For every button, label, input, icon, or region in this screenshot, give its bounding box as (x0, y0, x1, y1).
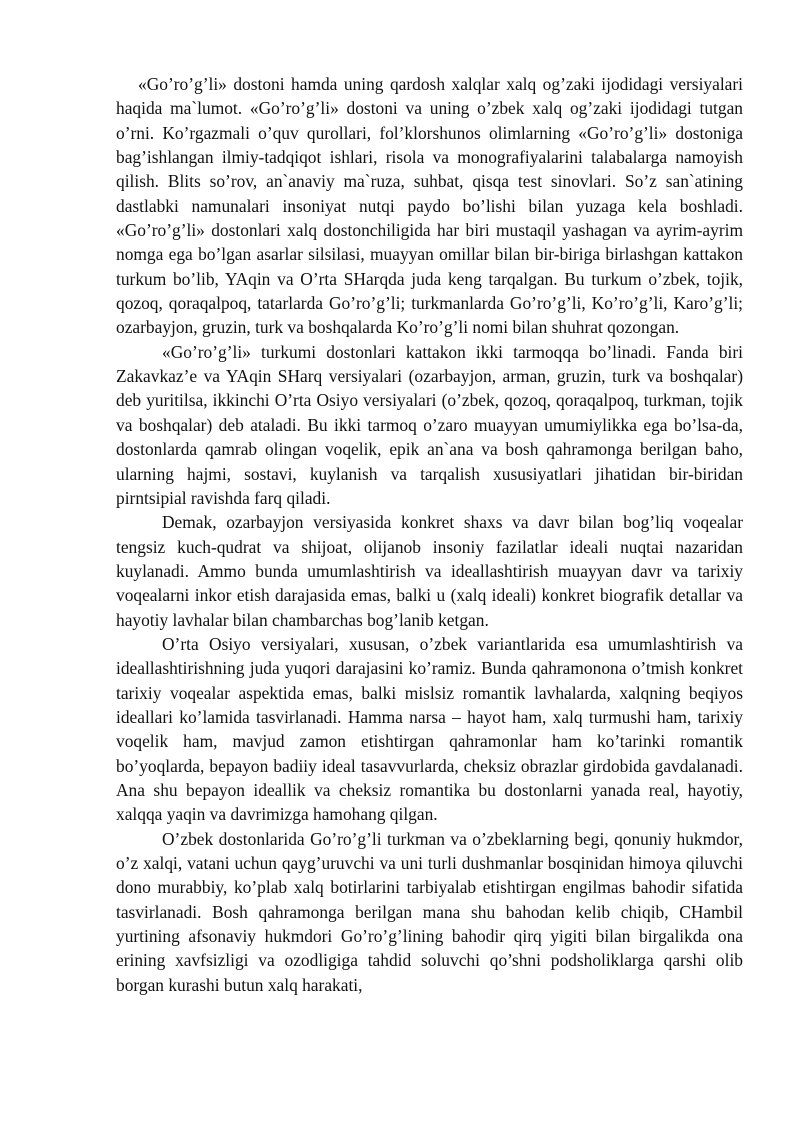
paragraph-4: O’rta Osiyo versiyalari, xususan, o’zbek variantlarida esa umumlashtirish va ideallashtirishning juda yuqori darajasini ko’ramiz. Bunda qahramonona o’tmish konkret tarixiy voqealar aspektida emas, balki mislsiz romantik lavhalarda, xalqning beqiyos ideallari ko’lamida tasvirlanadi. Hamma narsa – hayot ham, xalq turmushi ham, tarixiy voqelik ham, mavjud zamon etishtirgan qahramonlar ham ko’tarinki romantik bo’yoqlarda, bepayon badiiy ideal tasavvurlarda, cheksiz obrazlar girdobida gavdalanadi. Ana shu bepayon ideallik va cheksiz romantika bu dostonlarni yanada real, hayotiy, xalqqa yaqin va davrimizga hamohang qilgan. (116, 633, 743, 825)
paragraph-5: O’zbek dostonlarida Go’ro’g’li turkman va o’zbeklarning begi, qonuniy hukmdor, o’z xalqi, vatani uchun qayg’uruvchi va uni turli dushmanlar bosqinidan himoya qiluvchi dono murabbiy, ko’plab xalq botirlarini tarbiyalab etishtirgan engilmas bahodir sifatida tasvirlanadi. Bosh qahramonga berilgan mana shu bahodan kelib chiqib, CHambil yurtining afsonaviy hukmdori Go’ro’g’lining bahodir qirq yigiti bilan birgalikda ona erining xavfsizligi va ozodligiga tahdid soluvchi qo’shni podsholiklarga qarshi olib borgan kurashi butun xalq harakati, (116, 828, 743, 995)
paragraph-2: «Go’ro’g’li» turkumi dostonlari kattakon ikki tarmoqqa bo’linadi. Fanda biri Zakavkaz’e va YAqin SHarq versiyalari (ozarbayjon, arman, gruzin, turk va boshqalar) deb yuritilsa, ikkinchi O’rta Osiyo versiyalari (o’zbek, qozoq, qoraqalpoq, turkman, tojik va boshqalar) deb ataladi. Bu ikki tarmoq o’zaro muayyan umumiylikka ega bo’lsa-da, dostonlarda qamrab olingan voqelik, epik an`ana va bosh qahramonga berilgan baho, ularning hajmi, sostavi, kuylanish va tarqalish xususiyatlari jihatidan bir-biridan pirntsipial ravishda farq qiladi. (116, 341, 743, 508)
paragraph-1: «Go’ro’g’li» dostoni hamda uning qardosh xalqlar xalq og’zaki ijodidagi versiyalari haqida ma`lumot. «Go’ro’g’li» dostoni va uning o’zbek xalq og’zaki ijodidagi tutgan o’rni. Ko’rgazmali o’quv qurollari, fol’klorshunos olimlarning «Go’ro’g’li» dostoniga bag’ishlangan ilmiy-tadqiqot ishlari, risola va monografiyalarini talabalarga namoyish qilish. Blits so’rov, an`anaviy ma`ruza, suhbat, qisqa test sinovlari. So’z san`atining dastlabki namunalari insoniyat nutqi paydo bo’lishi bilan yuzaga kela boshladi. «Go’ro’g’li» dostonlari xalq dostonchiligida har biri mustaqil yashagan va ayrim-ayrim nomga ega bo’lgan asarlar silsilasi, muayyan omillar bilan bir-biriga birlashgan kattakon turkum bo’lib, YAqin va O’rta SHarqda juda keng tarqalgan. Bu turkum o’zbek, tojik, qozoq, qoraqalpoq, tatarlarda Go’ro’g’li; turkmanlarda Go’ro’g’li, Ko’ro’g’li, Karo’g’li; ozarbayjon, gruzin, turk va boshqalarda Ko’ro’g’li nomi bilan shuhrat qozongan. (116, 74, 743, 338)
paragraph-3: Demak, ozarbayjon versiyasida konkret shaxs va davr bilan bog’liq voqealar tengsiz kuch-qudrat va shijoat, olijanob insoniy fazilatlar ideali nuqtai nazaridan kuylanadi. Ammo bunda umumlashtirish va ideallashtirish muayyan davr va tarixiy voqealarni inkor etish darajasida emas, balki u (xalq ideali) konkret biografik detallar va hayotiy lavhalar bilan chambarchas bog’lanib ketgan. (116, 512, 743, 630)
document-page (116, 72, 743, 997)
